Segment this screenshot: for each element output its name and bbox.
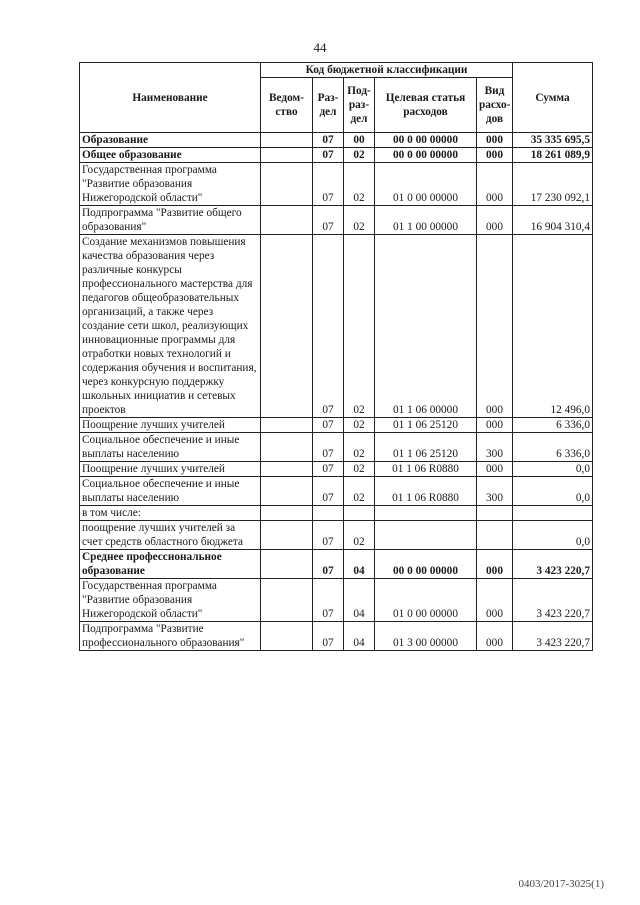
cell-razdel: 07 [313, 133, 344, 148]
table-row [80, 622, 593, 651]
cell-vid: 000 [477, 622, 513, 651]
cell-vid: 000 [477, 206, 513, 235]
cell-ved [261, 433, 313, 462]
table-row [80, 206, 593, 235]
cell-name: Образование [80, 133, 261, 148]
budget-table [79, 62, 593, 651]
cell-summa: 3 423 220,7 [513, 579, 593, 622]
cell-celevaya: 01 0 00 00000 [375, 579, 477, 622]
cell-podrazdel: 02 [344, 148, 375, 163]
cell-podrazdel: 02 [344, 206, 375, 235]
cell-summa: 0,0 [513, 477, 593, 506]
cell-podrazdel: 02 [344, 235, 375, 418]
table-row [80, 433, 593, 462]
cell-razdel: 07 [313, 148, 344, 163]
cell-summa: 6 336,0 [513, 433, 593, 462]
cell-summa: 6 336,0 [513, 418, 593, 433]
table-row [80, 148, 593, 163]
cell-ved [261, 163, 313, 206]
cell-name: Среднее профессиональное образование [80, 550, 261, 579]
cell-razdel: 07 [313, 235, 344, 418]
cell-summa: 17 230 092,1 [513, 163, 593, 206]
cell-razdel: 07 [313, 418, 344, 433]
cell-celevaya: 00 0 00 00000 [375, 133, 477, 148]
cell-vid: 000 [477, 133, 513, 148]
table-body [80, 133, 593, 651]
cell-razdel: 07 [313, 433, 344, 462]
header-vid: Вид расхо-дов [477, 78, 513, 133]
cell-razdel: 07 [313, 462, 344, 477]
table-row [80, 235, 593, 418]
cell-celevaya: 01 1 06 00000 [375, 235, 477, 418]
cell-ved [261, 418, 313, 433]
cell-ved [261, 622, 313, 651]
cell-vid: 000 [477, 148, 513, 163]
cell-podrazdel: 02 [344, 433, 375, 462]
cell-celevaya: 00 0 00 00000 [375, 148, 477, 163]
cell-ved [261, 579, 313, 622]
cell-vid: 000 [477, 235, 513, 418]
cell-podrazdel: 02 [344, 418, 375, 433]
cell-podrazdel [344, 506, 375, 521]
cell-name: поощрение лучших учителей за счет средств областного бюджета [80, 521, 261, 550]
header-razdel: Раз-дел [313, 78, 344, 133]
cell-summa: 0,0 [513, 521, 593, 550]
cell-name: Государственная программа "Развитие образования Нижегородской области" [80, 163, 261, 206]
cell-vid: 000 [477, 418, 513, 433]
cell-ved [261, 235, 313, 418]
cell-podrazdel: 04 [344, 622, 375, 651]
header-podrazdel: Под-раз-дел [344, 78, 375, 133]
cell-summa: 0,0 [513, 462, 593, 477]
cell-name: Общее образование [80, 148, 261, 163]
cell-celevaya: 00 0 00 00000 [375, 550, 477, 579]
table-row [80, 579, 593, 622]
cell-summa: 35 335 695,5 [513, 133, 593, 148]
page-number: 44 [313, 40, 327, 55]
cell-name: Социальное обеспечение и иные выплаты населению [80, 433, 261, 462]
table-row [80, 462, 593, 477]
cell-ved [261, 206, 313, 235]
cell-razdel: 07 [313, 163, 344, 206]
cell-podrazdel: 04 [344, 579, 375, 622]
cell-celevaya: 01 1 06 R0880 [375, 462, 477, 477]
cell-summa: 3 423 220,7 [513, 550, 593, 579]
cell-podrazdel: 02 [344, 477, 375, 506]
cell-name: Поощрение лучших учителей [80, 462, 261, 477]
cell-ved [261, 133, 313, 148]
cell-name: Поощрение лучших учителей [80, 418, 261, 433]
cell-celevaya [375, 506, 477, 521]
cell-razdel: 07 [313, 521, 344, 550]
cell-ved [261, 550, 313, 579]
header-sum: Сумма [513, 63, 593, 133]
cell-celevaya: 01 1 06 25120 [375, 433, 477, 462]
cell-podrazdel: 04 [344, 550, 375, 579]
cell-summa: 3 423 220,7 [513, 622, 593, 651]
cell-name: Подпрограмма "Развитие общего образования" [80, 206, 261, 235]
cell-razdel: 07 [313, 550, 344, 579]
table-row [80, 477, 593, 506]
header-celevaya: Целевая статья расходов [375, 78, 477, 133]
table-row [80, 133, 593, 148]
cell-name: Подпрограмма "Развитие профессионального образования" [80, 622, 261, 651]
cell-celevaya: 01 1 06 25120 [375, 418, 477, 433]
cell-razdel: 07 [313, 579, 344, 622]
table-row [80, 418, 593, 433]
cell-ved [261, 462, 313, 477]
cell-celevaya: 01 1 06 R0880 [375, 477, 477, 506]
cell-celevaya: 01 3 00 00000 [375, 622, 477, 651]
header-name: Наименование [80, 63, 261, 133]
cell-summa: 18 261 089,9 [513, 148, 593, 163]
cell-razdel: 07 [313, 622, 344, 651]
header-classification-group: Код бюджетной классификации [261, 63, 513, 78]
cell-summa [513, 506, 593, 521]
cell-ved [261, 506, 313, 521]
table-row [80, 163, 593, 206]
header-vedomstvo: Ведом-ство [261, 78, 313, 133]
cell-vid: 300 [477, 433, 513, 462]
table-row [80, 521, 593, 550]
document-code: 0403/2017-3025(1) [518, 878, 604, 890]
table-row [80, 506, 593, 521]
cell-name: в том числе: [80, 506, 261, 521]
cell-celevaya: 01 1 00 00000 [375, 206, 477, 235]
cell-vid: 000 [477, 579, 513, 622]
cell-vid: 000 [477, 163, 513, 206]
cell-name: Социальное обеспечение и иные выплаты населению [80, 477, 261, 506]
cell-podrazdel: 02 [344, 462, 375, 477]
cell-podrazdel: 00 [344, 133, 375, 148]
cell-vid: 300 [477, 477, 513, 506]
cell-ved [261, 148, 313, 163]
cell-podrazdel: 02 [344, 521, 375, 550]
cell-ved [261, 477, 313, 506]
cell-celevaya: 01 0 00 00000 [375, 163, 477, 206]
cell-ved [261, 521, 313, 550]
cell-razdel: 07 [313, 206, 344, 235]
cell-name: Государственная программа "Развитие образования Нижегородской области" [80, 579, 261, 622]
cell-vid: 000 [477, 550, 513, 579]
cell-podrazdel: 02 [344, 163, 375, 206]
cell-summa: 12 496,0 [513, 235, 593, 418]
table-row [80, 550, 593, 579]
cell-vid [477, 521, 513, 550]
cell-razdel: 07 [313, 477, 344, 506]
cell-vid: 000 [477, 462, 513, 477]
cell-name: Создание механизмов повышения качества образования через различные конкурсы профессионального мастерства для педагогов общеобразовательных организаций, а также через создание сети школ, реализующих инновационные программы для отработки новых технологий и содержания обучения и воспитания, через конкурсную поддержку школьных инициатив и сетевых проектов [80, 235, 261, 418]
cell-razdel [313, 506, 344, 521]
cell-celevaya [375, 521, 477, 550]
cell-vid [477, 506, 513, 521]
cell-summa: 16 904 310,4 [513, 206, 593, 235]
